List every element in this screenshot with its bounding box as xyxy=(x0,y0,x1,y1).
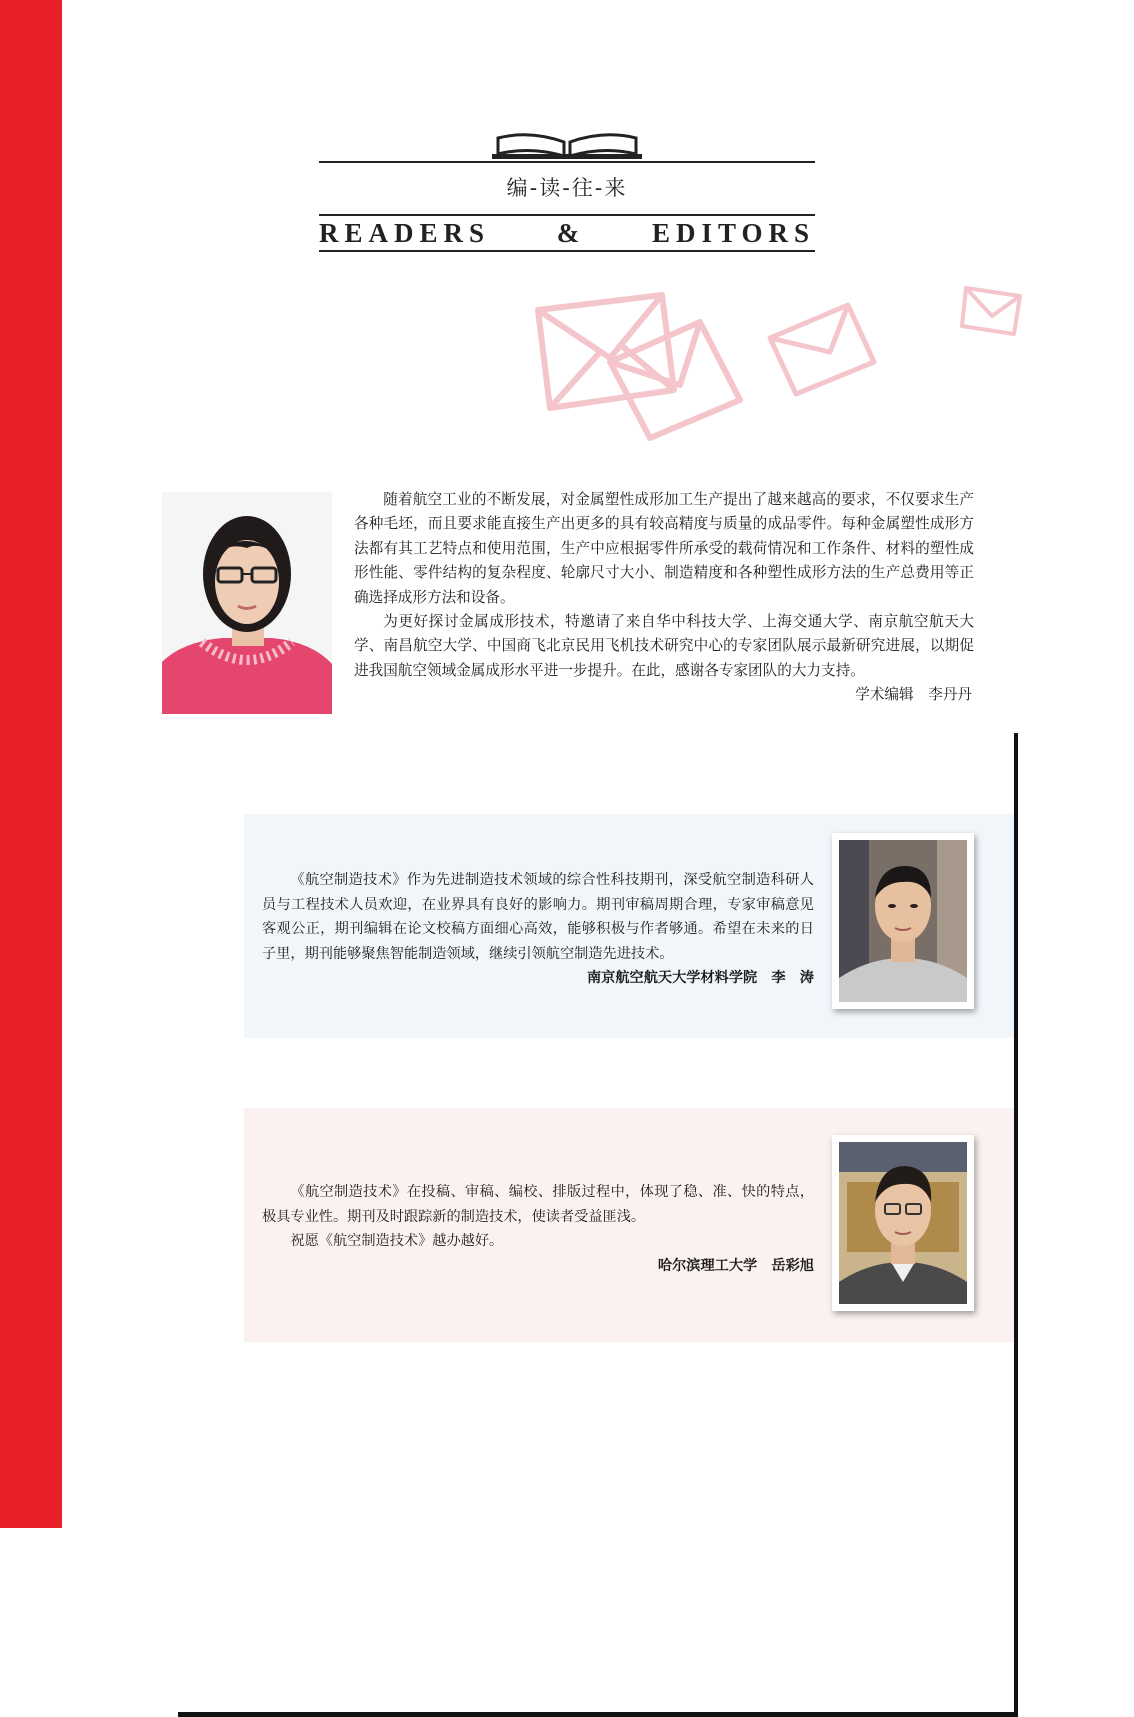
editor-portrait-illustration xyxy=(162,492,332,714)
reader-1-paragraph: 《航空制造技术》作为先进制造技术领域的综合性科技期刊，深受航空制造科研人员与工程技术人员欢迎，在业界具有良好的影响力。期刊审稿周期合理，专家审稿意见客观公正，期刊编辑在论文校稿方面细心高效，能够积极与作者够通。希望在未来的日子里，期刊能够聚焦智能制造领域，继续引领航空制造先进技术。 xyxy=(262,872,814,962)
section-title-cn: 编-读-往-来 xyxy=(506,176,628,200)
header-rule-top xyxy=(319,161,815,163)
editor-photo xyxy=(162,492,332,714)
editor-note xyxy=(354,488,974,708)
reader-2-portrait-illustration xyxy=(839,1142,967,1304)
editor-paragraph-1: 随着航空工业的不断发展，对金属塑性成形加工生产提出了越来越高的要求，不仅要求生产各种毛坯，而且要求能直接生产出更多的具有较高精度与质量的成品零件。每种金属塑性成形方法都有其工艺特点和使用范围，生产中应根据零件所承受的载荷情况和工作条件、材料的塑性成形性能、零件结构的复杂程度、轮廓尺寸大小、制造精度和各种塑性成形方法的生产总费用等正确选择成形方法和设备。 xyxy=(354,491,974,606)
open-book-icon xyxy=(490,128,644,160)
envelope-icon xyxy=(962,288,1020,334)
frame-right-line xyxy=(1014,733,1018,1717)
left-red-bar xyxy=(0,0,62,1528)
reader-2-signature: 哈尔滨理工大学 岳彩旭 xyxy=(657,1257,814,1274)
envelope-icon xyxy=(770,305,874,394)
reader-2-paragraph-1: 《航空制造技术》在投稿、审稿、编校、排版过程中，体现了稳、准、快的特点，极具专业性。期刊及时跟踪新的制造技术，使读者受益匪浅。 xyxy=(262,1184,814,1225)
editor-paragraph-2: 为更好探讨金属成形技术，特邀请了来自华中科技大学、上海交通大学、南京航空航天大学、南昌航空大学、中国商飞北京民用飞机技术研究中心的专家团队展示最新研究进展，以期促进我国航空领域金属成形水平进一步提升。在此，感谢各专家团队的大力支持。 xyxy=(354,613,974,679)
reader-1-photo xyxy=(832,833,974,1009)
envelope-icon xyxy=(538,295,674,408)
title-en-ampersand: & xyxy=(556,217,586,248)
envelope-decoration xyxy=(530,280,1030,450)
reader-2-photo xyxy=(832,1135,974,1311)
title-en-readers: READERS xyxy=(319,217,491,248)
reader-1-signature: 南京航空航天大学材料学院 李 涛 xyxy=(586,970,814,987)
reader-2-paragraph-2: 祝愿《航空制造技术》越办越好。 xyxy=(290,1233,504,1250)
section-title-en xyxy=(319,216,815,250)
editor-signature: 学术编辑 李丹丹 xyxy=(855,686,972,704)
header-rule-bottom xyxy=(319,250,815,252)
reader-1-portrait-illustration xyxy=(839,840,967,1002)
title-en-editors: EDITORS xyxy=(651,217,815,248)
frame-bottom-line xyxy=(178,1712,1018,1717)
reader-comment-2 xyxy=(262,1180,814,1278)
reader-comment-1 xyxy=(262,868,814,991)
